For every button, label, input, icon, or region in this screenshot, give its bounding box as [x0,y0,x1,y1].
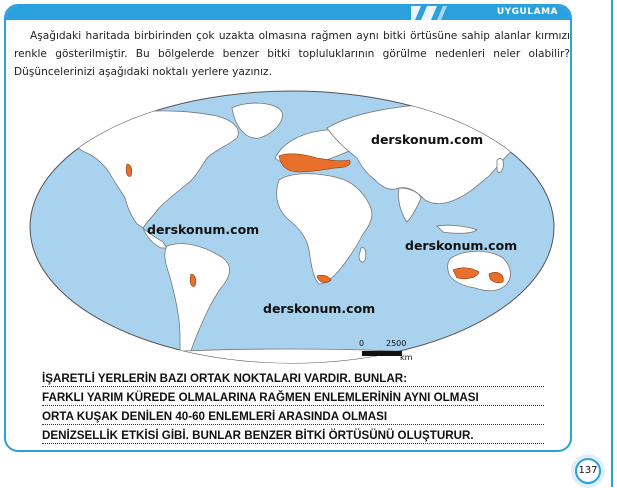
answer-line-4[interactable]: DENİZSELLİK ETKİSİ GİBİ. BUNLAR BENZER BİTKİ ÖRTÜSÜNÜ OLUŞTURUR. [42,427,572,446]
answer-line-1[interactable]: İŞARETLİ YERLERİN BAZI ORTAK NOKTALARI VARDIR. BUNLAR: [42,370,572,389]
scale-zero: 0 [359,339,365,348]
section-header-bar [6,6,570,20]
answer-lines [42,370,572,446]
header-stripes [411,6,491,20]
page-number: 137 [575,458,601,484]
scale-unit: km [400,353,413,362]
activity-panel [4,4,572,452]
scale-bar [362,351,402,356]
watermark-4: derskonum.com [263,301,376,316]
map-scale [356,339,426,367]
answer-line-2[interactable]: FARKLI YARIM KÜREDE OLMALARINA RAĞMEN ENLEMLERİNİN AYNI OLMASI [42,389,572,408]
instructions-text: Aşağıdaki haritada birbirinden çok uzakta olmasına rağmen aynı bitki örtüsüne sahip alanlar kırmızı renkle gösterilmiştir. Bu bölgelerde benzer bitki topluluklarının görülme nedenleri neler olabilir? Düşüncelerinizi aşağıdaki noktalı yerlere yazınız. [14,30,570,78]
section-label: UYGULAMA [496,7,558,17]
watermark-2: derskonum.com [147,222,260,237]
world-map-svg [27,88,557,366]
page-edge-line [611,0,613,487]
watermark-1: derskonum.com [371,132,484,147]
answer-line-3[interactable]: ORTA KUŞAK DENİLEN 40-60 ENLEMLERİ ARASINDA OLMASI [42,408,572,427]
new-zealand [522,294,527,305]
scale-max: 2500 [386,339,407,348]
watermark-3: derskonum.com [405,238,518,253]
world-map [27,88,557,366]
